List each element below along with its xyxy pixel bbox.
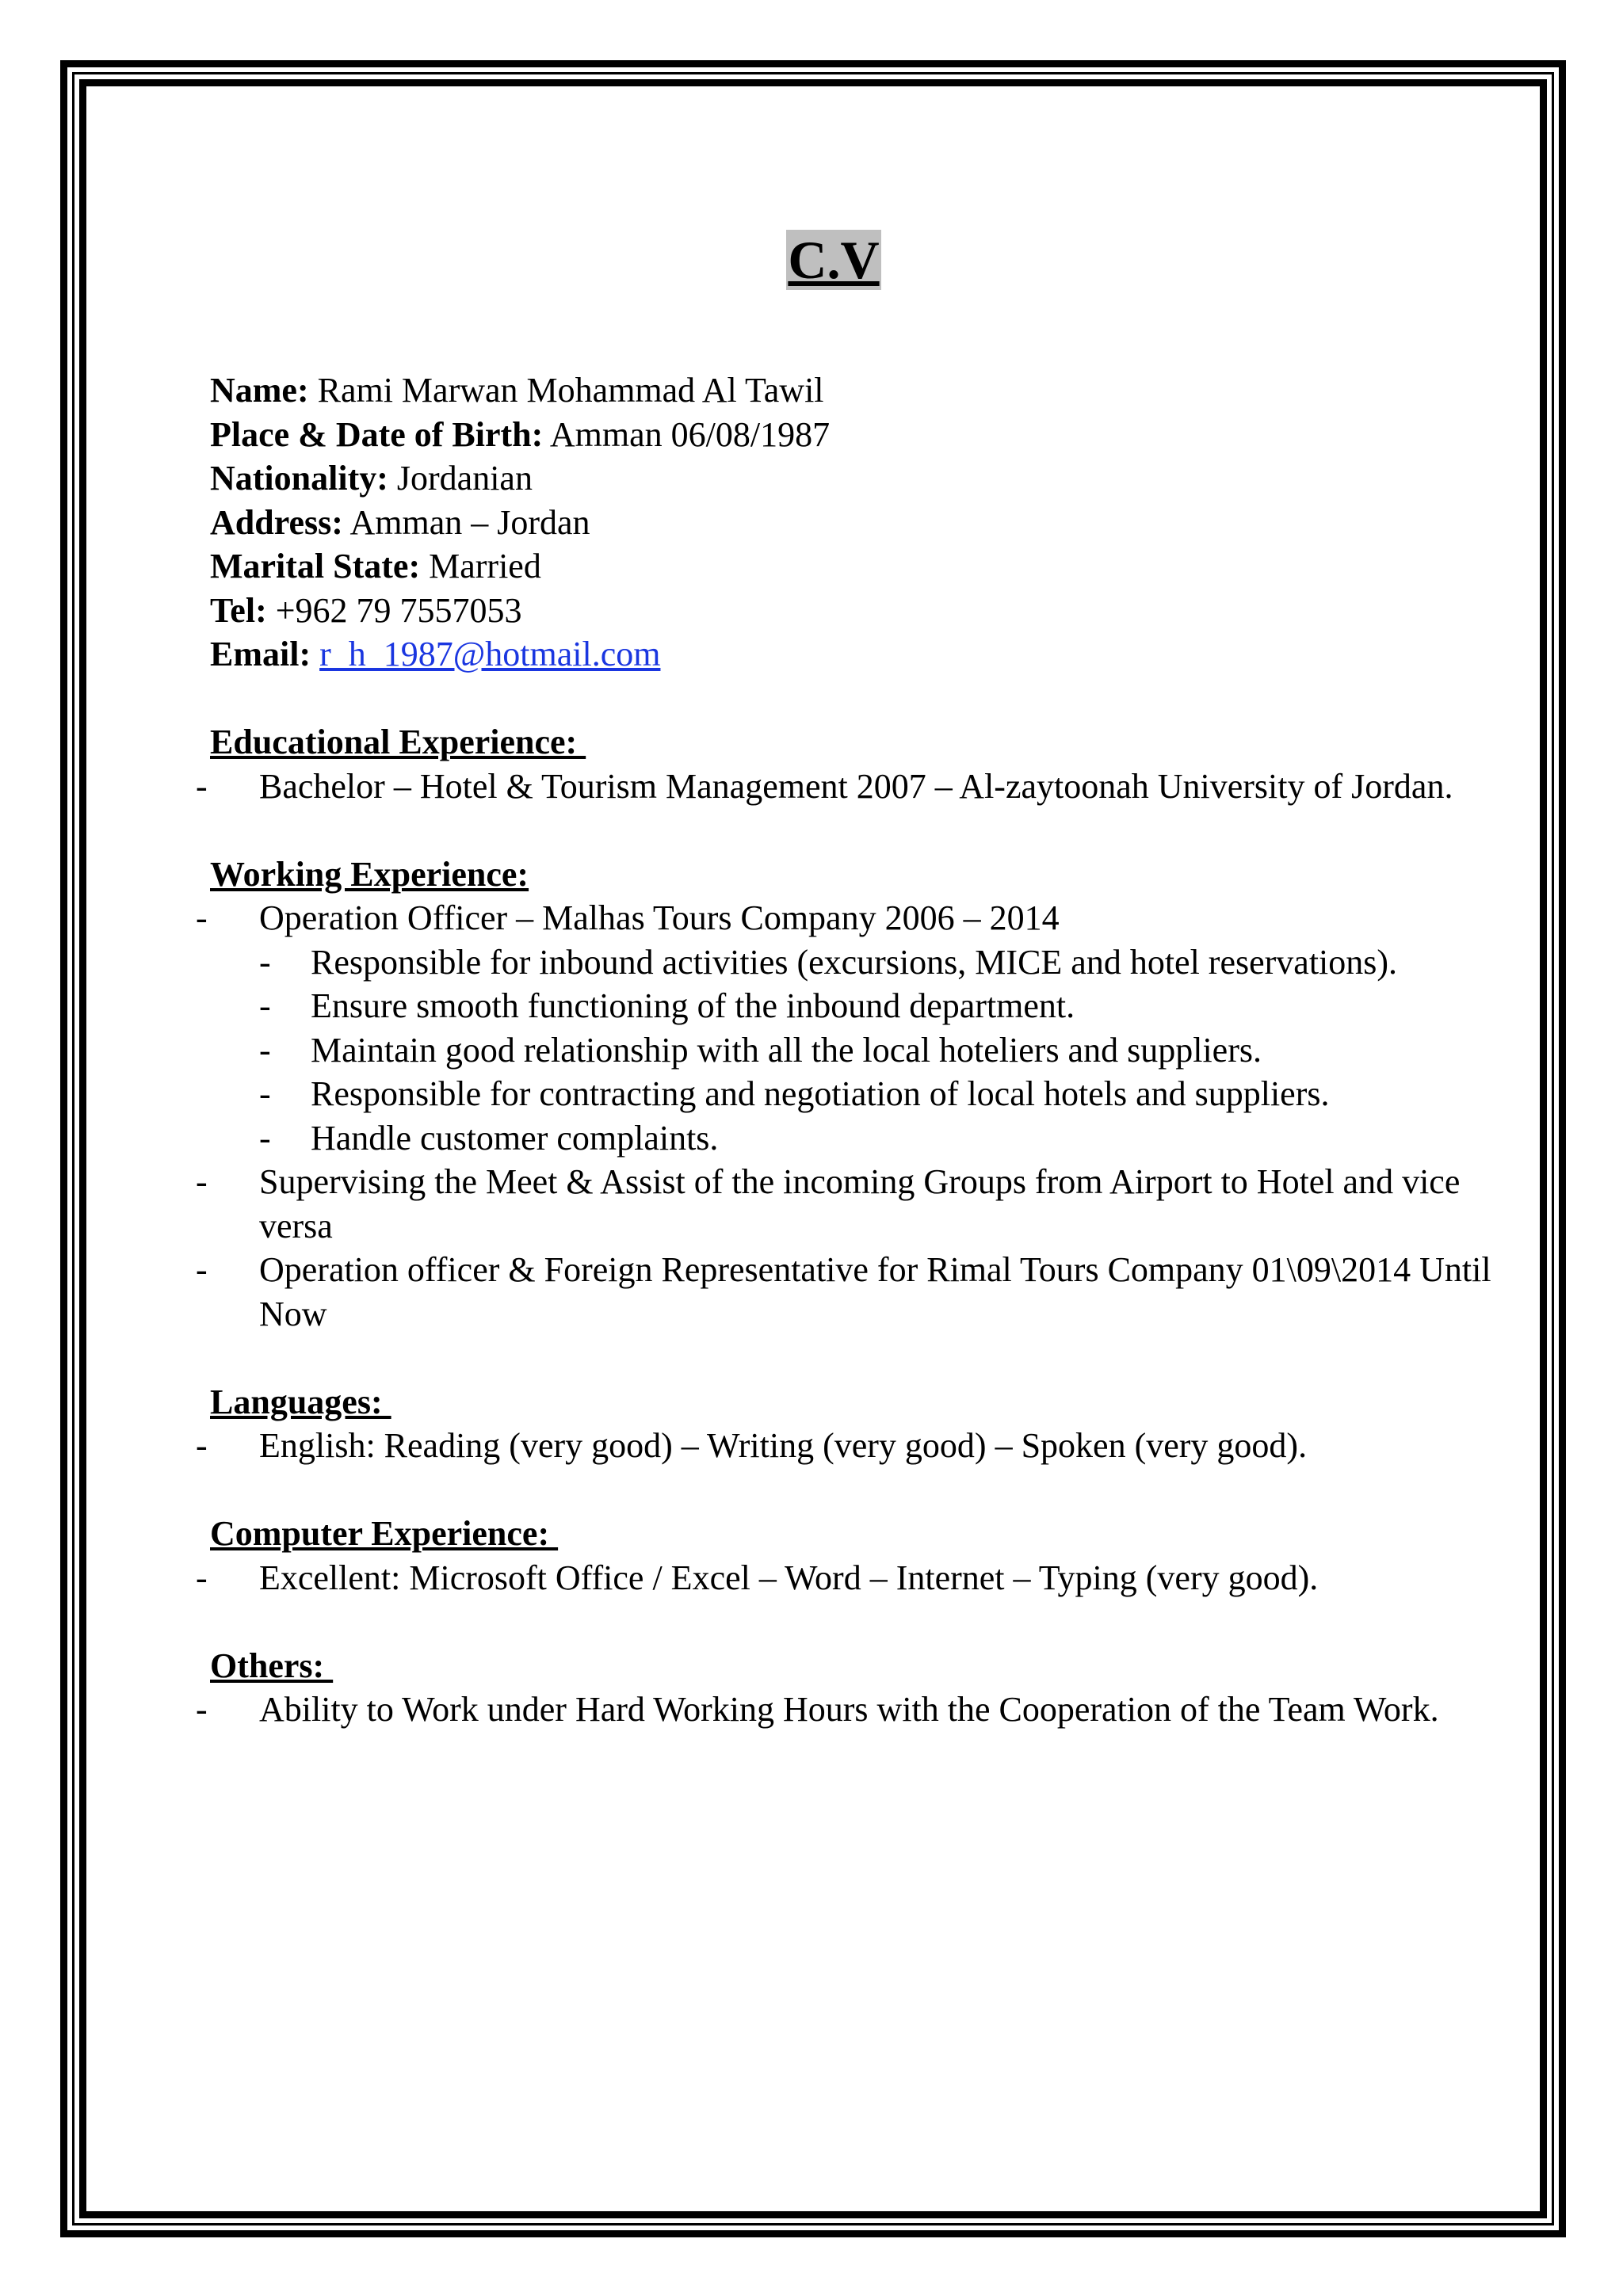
sub-list-item-text: Responsible for contracting and negotiation of local hotels and suppliers. <box>311 1074 1330 1113</box>
languages-heading: Languages: <box>210 1382 391 1421</box>
bullet-dash: - <box>259 1118 271 1158</box>
bullet-dash: - <box>196 1558 208 1597</box>
marital-label: Marital State: <box>210 547 421 585</box>
list-item-text: Excellent: Microsoft Office / Excel – Word – Internet – Typing (very good). <box>259 1558 1319 1597</box>
sub-list-item-text: Maintain good relationship with all the local hoteliers and suppliers. <box>311 1030 1262 1070</box>
cv-document <box>196 230 1518 1732</box>
list-item <box>196 1248 1518 1336</box>
list-item <box>196 1424 1518 1468</box>
nationality-value: Jordanian <box>396 459 533 498</box>
list-item-text: Operation officer & Foreign Representative for Rimal Tours Company 01\09\2014 Until Now <box>259 1250 1491 1333</box>
others-heading: Others: <box>210 1646 334 1685</box>
others-section <box>196 1644 1518 1732</box>
list-item <box>196 1160 1518 1248</box>
sub-list-item <box>210 1072 1518 1116</box>
work-heading: Working Experience: <box>210 854 529 894</box>
bullet-dash: - <box>196 766 208 806</box>
bullet-dash: - <box>259 1030 271 1070</box>
list-item-text: Operation Officer – Malhas Tours Company 2006 – 2014 <box>259 898 1060 937</box>
title-row <box>180 230 1487 290</box>
nationality-label: Nationality: <box>210 459 388 498</box>
sub-list-item-text: Handle customer complaints. <box>311 1118 719 1158</box>
bullet-dash: - <box>196 898 208 937</box>
page-title: C.V <box>788 230 880 290</box>
bullet-dash: - <box>196 1250 208 1289</box>
list-item <box>196 765 1518 809</box>
birth-label: Place & Date of Birth: <box>210 414 544 454</box>
languages-section <box>196 1380 1518 1468</box>
name-field <box>210 368 1518 413</box>
personal-info <box>210 368 1518 677</box>
sub-list-item-text: Responsible for inbound activities (excursions, MICE and hotel reservations). <box>311 942 1398 982</box>
computer-heading: Computer Experience: <box>210 1514 559 1553</box>
education-heading: Educational Experience: <box>210 723 586 761</box>
bullet-dash: - <box>259 986 271 1025</box>
bullet-dash: - <box>259 942 271 982</box>
address-field <box>210 501 1518 545</box>
birth-value: Amman 06/08/1987 <box>549 414 831 454</box>
email-link[interactable]: r_h_1987@hotmail.com <box>319 635 661 673</box>
address-value: Amman – Jordan <box>349 502 590 542</box>
bullet-dash: - <box>196 1426 208 1465</box>
list-item-text: Supervising the Meet & Assist of the incoming Groups from Airport to Hotel and vice versa <box>259 1162 1461 1245</box>
list-item-text: Ability to Work under Hard Working Hours with the Cooperation of the Team Work. <box>259 1690 1439 1729</box>
marital-field <box>210 544 1518 589</box>
education-section <box>196 720 1518 808</box>
computer-section <box>196 1512 1518 1600</box>
list-item <box>196 896 1518 940</box>
bullet-dash: - <box>196 1162 208 1201</box>
address-label: Address: <box>210 502 343 542</box>
sub-list-item <box>210 940 1518 985</box>
sub-list-item-text: Ensure smooth functioning of the inbound department. <box>311 986 1075 1025</box>
sub-list-item <box>210 1028 1518 1073</box>
marital-value: Married <box>429 547 541 585</box>
email-label: Email: <box>210 635 311 673</box>
birth-field <box>210 413 1518 457</box>
sub-list-item <box>210 1116 1518 1161</box>
list-item <box>196 1688 1518 1732</box>
work-section <box>196 852 1518 1337</box>
tel-field <box>210 589 1518 633</box>
list-item-text: Bachelor – Hotel & Tourism Management 2007 – Al-zaytoonah University of Jordan. <box>259 766 1453 806</box>
bullet-dash: - <box>259 1074 271 1113</box>
list-item-text: English: Reading (very good) – Writing (very good) – Spoken (very good). <box>259 1426 1308 1465</box>
email-field <box>210 632 1518 677</box>
list-item <box>196 1556 1518 1600</box>
sub-list-item <box>210 984 1518 1028</box>
nationality-field <box>210 456 1518 501</box>
name-label: Name: <box>210 371 309 410</box>
name-value: Rami Marwan Mohammad Al Tawil <box>317 371 824 410</box>
bullet-dash: - <box>196 1690 208 1729</box>
tel-label: Tel: <box>210 590 267 630</box>
tel-value: +962 79 7557053 <box>275 590 522 630</box>
